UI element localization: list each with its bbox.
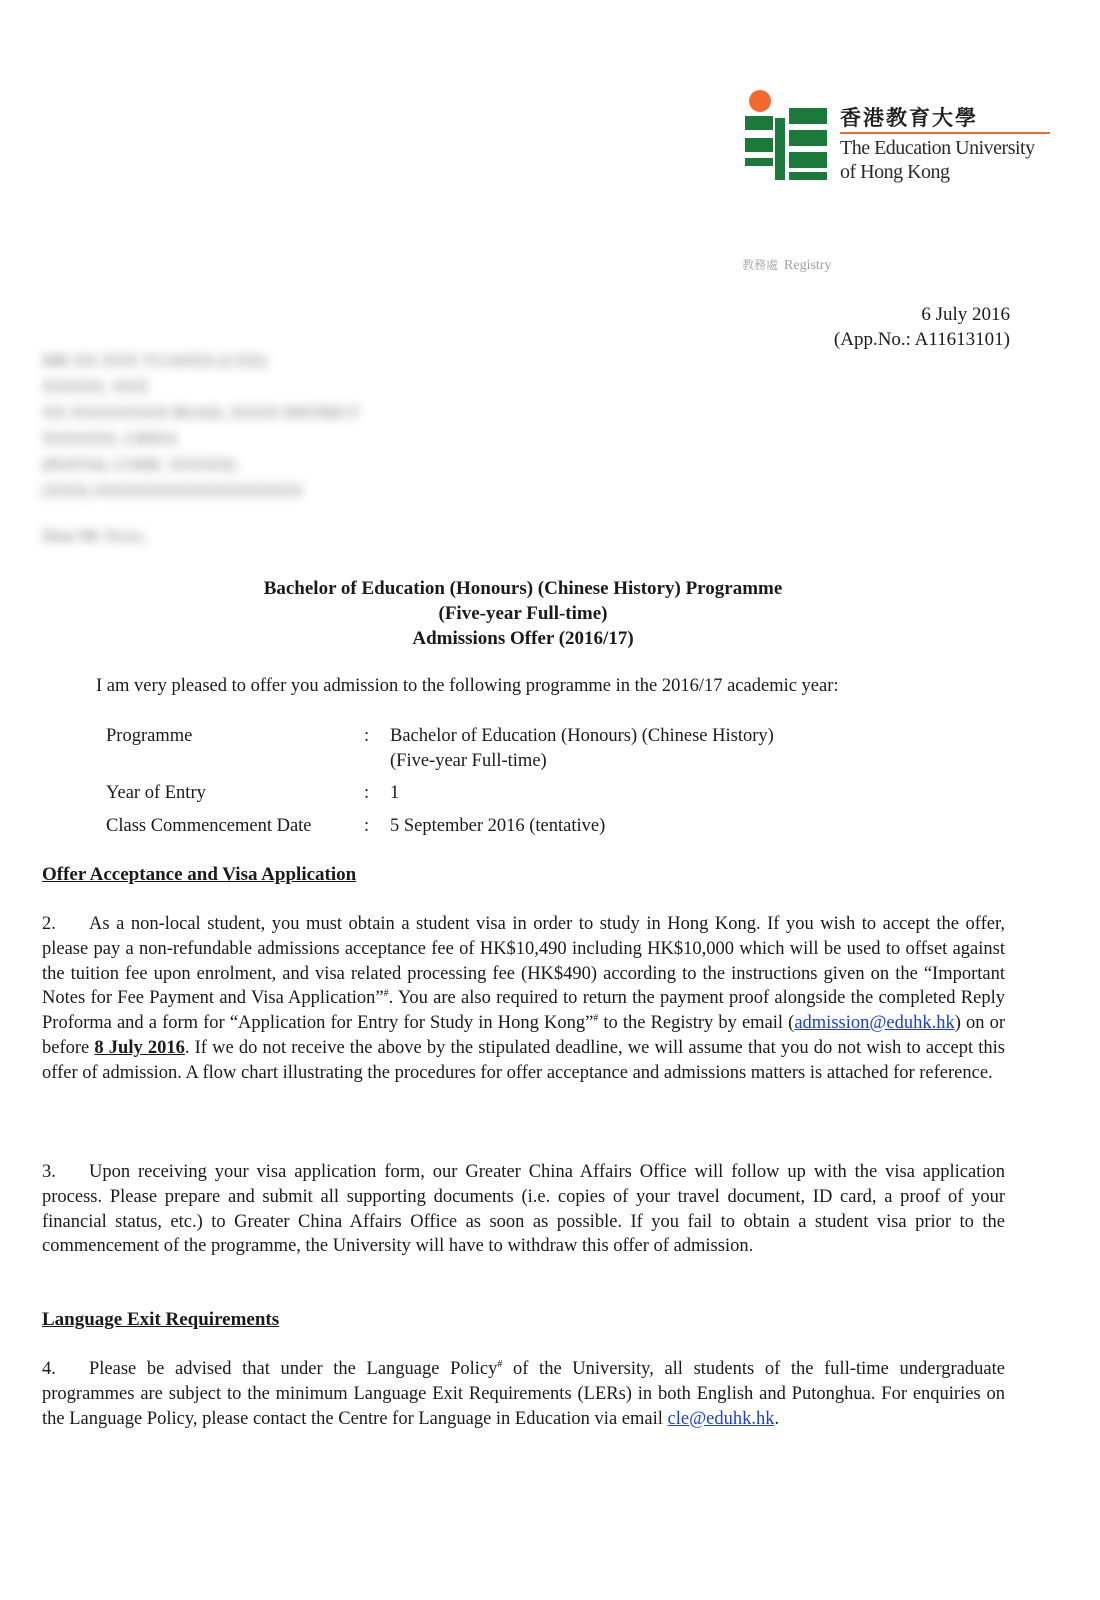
- colon: :: [364, 816, 370, 836]
- programme-details: [106, 724, 910, 839]
- class-date-value: 5 September 2016 (tentative): [390, 816, 606, 836]
- address-line: XXXXX, XXX: [42, 377, 149, 396]
- para2-text-a: As a non-local student, you must obtain a student visa in order to study in Hong Kong. If you wish to accept the offer, please pay a non-refundable admissions acceptance fee of HK$10,490 including HK$10,000 which will be used to offset against the tuition fee upon enrolment, and visa related processing fee (HK$490) according to the instructions given on the “Important Notes for Fee Payment and Visa Application”: [42, 914, 1005, 1009]
- title-line-offer: Admissions Offer (2016/17): [412, 628, 634, 649]
- footnote-mark: #: [593, 1013, 599, 1025]
- registry-zh: 教務處: [742, 258, 779, 272]
- address-line: XXXXXX, CHINA: [42, 429, 178, 448]
- salutation: Dear Mr Xxxx,: [42, 526, 147, 545]
- recipient-address: [42, 348, 422, 504]
- section-heading-language: Language Exit Requirements: [42, 1309, 280, 1330]
- title-line-programme: Bachelor of Education (Honours) (Chinese History) Programme: [263, 578, 783, 599]
- programme-value-line1: Bachelor of Education (Honours) (Chinese History): [390, 726, 774, 746]
- address-line: (XXX) XXXXXXXXXXXXXXXXX: [42, 481, 304, 500]
- university-logo: [745, 88, 1045, 188]
- programme-value: [390, 724, 910, 774]
- logo-english-line2: of Hong Kong: [840, 161, 950, 183]
- application-number: (App.No.: A11613101): [833, 329, 1010, 350]
- address-line: MR XX XXX YUANXX (CXX): [42, 351, 268, 370]
- logo-chinese-name: 香港教育大學: [840, 106, 978, 130]
- class-date-label: Class Commencement Date: [106, 816, 312, 836]
- intro-sentence: I am very pleased to offer you admission to the following programme in the 2016/17 academic year:: [96, 676, 839, 696]
- para2-text-c: to the Registry by email (: [598, 1013, 795, 1034]
- para2-text-b: . You are also required to return the payment proof alongside the completed Reply Proforma and a form for “Application for Entry for Study in Hong Kong”: [42, 988, 1005, 1034]
- para4-text-b: of the University, all students of the full-time undergraduate programmes are subject to the minimum Language Exit Requirements (LERs) in both English and Putonghua. For enquiries on the Language Policy, please contact the Centre for Language in Education via email: [42, 1359, 1005, 1429]
- detail-row-year: [106, 781, 910, 806]
- title-line-mode: (Five-year Full-time): [438, 603, 608, 624]
- colon: :: [364, 726, 370, 746]
- registry-label: [742, 256, 831, 274]
- footnote-mark: #: [383, 988, 389, 1000]
- programme-label: Programme: [106, 726, 193, 746]
- logo-divider: [840, 132, 1050, 134]
- acceptance-deadline: 8 July 2016: [94, 1037, 185, 1058]
- para4-text-c: .: [774, 1408, 780, 1429]
- paragraph-3: [42, 1160, 1005, 1259]
- paragraph-number: 2.: [42, 914, 56, 934]
- detail-row-programme: [106, 724, 910, 774]
- logo-english-line1: The Education University: [840, 137, 1035, 159]
- programme-value-line2: (Five-year Full-time): [390, 751, 547, 771]
- logo-english-name: [840, 136, 1035, 184]
- address-line: XX XXXXXXXX ROAD, XXXX DISTRICT: [42, 403, 360, 422]
- address-line: (POSTAL CODE: XXXXX): [42, 455, 237, 474]
- paragraph-number: 3.: [42, 1162, 56, 1182]
- cle-email-link[interactable]: cle@eduhk.hk: [667, 1408, 775, 1429]
- para2-text-d: ) on or before: [42, 1013, 1006, 1058]
- year-value: 1: [390, 783, 400, 803]
- letter-date: 6 July 2016: [921, 304, 1010, 325]
- para4-text-a: Please be advised that under the Language Policy: [89, 1359, 498, 1379]
- year-label: Year of Entry: [106, 783, 206, 803]
- paragraph-4: [42, 1357, 1005, 1431]
- letter-title: [0, 576, 1046, 651]
- detail-row-class-date: [106, 814, 910, 839]
- section-heading-offer-acceptance: Offer Acceptance and Visa Application: [42, 864, 357, 885]
- paragraph-2: [42, 912, 1005, 1086]
- footnote-mark: #: [497, 1358, 503, 1370]
- paragraph-number: 4.: [42, 1359, 56, 1379]
- para3-text: Upon receiving your visa application form, our Greater China Affairs Office will follow up with the visa application process. Please prepare and submit all supporting documents (i.e. copies of your travel document, ID card, a proof of your financial status, etc.) to Greater China Affairs Office as soon as possible. If you fail to obtain a student visa prior to the commencement of the programme, the University will have to withdraw this offer of admission.: [42, 1162, 1005, 1257]
- registry-en: Registry: [784, 258, 832, 273]
- eduhk-logo-mark-icon: [745, 88, 827, 188]
- date-block: [834, 302, 1010, 352]
- admission-email-link[interactable]: admission@eduhk.hk: [794, 1013, 955, 1034]
- colon: :: [364, 783, 370, 803]
- para2-text-e: . If we do not receive the above by the stipulated deadline, we will assume that you do not wish to accept this offer of admission. A flow chart illustrating the procedures for offer acceptance and admissions matters is attached for reference.: [42, 1037, 1005, 1083]
